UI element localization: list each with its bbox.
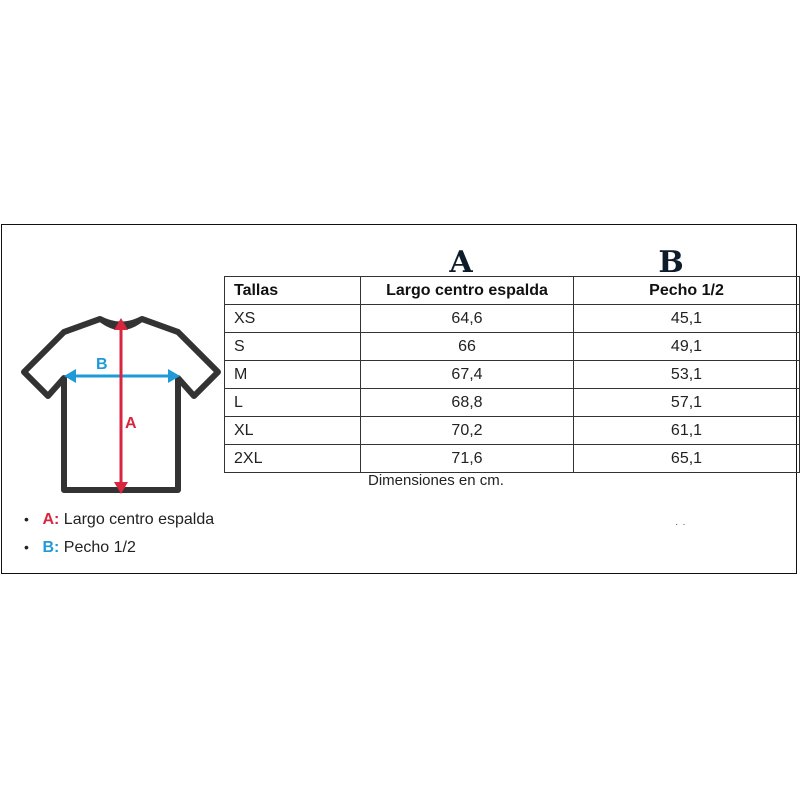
- pecho-cell: 49,1: [574, 333, 800, 361]
- legend-text-b: Pecho 1/2: [63, 539, 136, 556]
- diagram-label-b: B: [96, 356, 108, 373]
- size-cell: 2XL: [225, 445, 361, 473]
- largo-cell: 64,6: [361, 305, 574, 333]
- units-note: Dimensiones en cm.: [368, 472, 504, 489]
- size-cell: XL: [225, 417, 361, 445]
- size-cell: M: [225, 361, 361, 389]
- largo-cell: 70,2: [361, 417, 574, 445]
- table-row: [225, 389, 800, 417]
- legend-item-b: [24, 539, 136, 557]
- legend-item-a: [24, 511, 214, 529]
- column-letter-a: A: [449, 245, 473, 280]
- largo-cell: 67,4: [361, 361, 574, 389]
- table-row: [225, 361, 800, 389]
- size-cell: L: [225, 389, 361, 417]
- header-largo: Largo centro espalda: [361, 277, 574, 305]
- largo-cell: 66: [361, 333, 574, 361]
- column-letter-b: B: [658, 245, 684, 280]
- pecho-cell: 53,1: [574, 361, 800, 389]
- largo-cell: 71,6: [361, 445, 574, 473]
- pecho-cell: 61,1: [574, 417, 800, 445]
- largo-cell: 68,8: [361, 389, 574, 417]
- table-header-row: [225, 277, 800, 305]
- table-row: [225, 333, 800, 361]
- pecho-cell: 57,1: [574, 389, 800, 417]
- legend-key-a: A:: [42, 511, 60, 528]
- table-row: [225, 445, 800, 473]
- bullet-icon: •: [24, 539, 29, 555]
- size-cell: S: [225, 333, 361, 361]
- legend-key-b: B:: [42, 539, 60, 556]
- header-pecho: Pecho 1/2: [574, 277, 800, 305]
- pecho-cell: 65,1: [574, 445, 800, 473]
- decorative-dots: ··: [675, 519, 690, 530]
- legend-text-a: Largo centro espalda: [63, 511, 215, 528]
- tshirt-diagram: [16, 314, 226, 498]
- diagram-label-a: A: [125, 415, 137, 432]
- size-cell: XS: [225, 305, 361, 333]
- bullet-icon: •: [24, 511, 29, 527]
- table-row: [225, 305, 800, 333]
- pecho-cell: 45,1: [574, 305, 800, 333]
- table-row: [225, 417, 800, 445]
- header-tallas: Tallas: [225, 277, 361, 305]
- size-table: [224, 276, 800, 473]
